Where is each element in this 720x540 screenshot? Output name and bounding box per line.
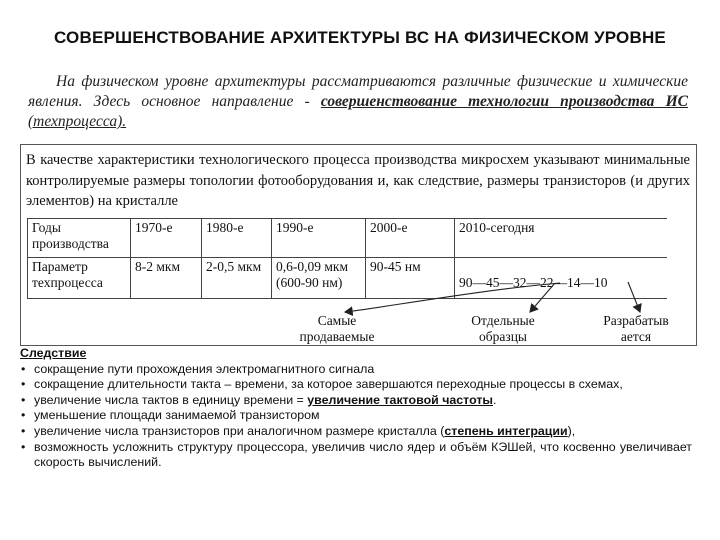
table-cell: Параметр техпроцесса [28, 258, 131, 299]
table-cell: 2010-сегодня [455, 219, 667, 258]
table-cell: 0,6-0,09 мкм (600-90 нм) [272, 258, 366, 299]
consequences-block [20, 346, 692, 471]
table-cell: 90-45 нм [366, 258, 455, 299]
label-samples: Отдельные образцы [471, 313, 535, 344]
consequences-list [20, 362, 692, 471]
intro-text: На физическом уровне архитектуры рассматриваются различные физические и химические явления. Здесь основное направление - [28, 73, 688, 110]
label-mass: Самые продаваемые [299, 313, 375, 344]
list-item: • сокращение длительности такта – времени, за которое завершаются переходные процессы в схемах, [20, 377, 692, 393]
table-cell: 1980-е [202, 219, 272, 258]
key-term: степень интеграции [444, 423, 568, 438]
table-cell: 2000-е [366, 219, 455, 258]
key-term: увеличение тактовой частоты [307, 392, 493, 407]
table-cell: 2-0,5 мкм [202, 258, 272, 299]
slide-title: СОВЕРШЕНСТВОВАНИЕ АРХИТЕКТУРЫ ВС НА ФИЗИЧЕСКОМ УРОВНЕ [54, 28, 666, 47]
list-item: • возможность усложнить структуру процессора, увеличив число ядер и объём КЭШей, что косвенно увеличивает скорость вычислений. [20, 440, 692, 471]
table-cell: 8-2 мкм [131, 258, 202, 299]
list-item: • сокращение пути прохождения электромагнитного сигнала [20, 362, 692, 378]
arrow-to-mass [345, 283, 560, 312]
list-item: • увеличение числа транзисторов при аналогичном размере кристалла (степень интеграции), [20, 424, 692, 440]
table-cell: Годы производства [28, 219, 131, 258]
intro-key-phrase: совершенствование технологии производства ИС [320, 93, 688, 110]
table-cell: 1970-е [131, 219, 202, 258]
tech-description: В качестве характеристики технологического процесса производства микросхем указывают минимальные контролируемые размеры топологии фотооборудования и, как следствие, размеры транзисторов (и других элементов) на кристалле [26, 152, 690, 209]
list-item: • увеличение числа тактов в единицу времени = увеличение тактовой частоты. [20, 393, 692, 409]
trend-sequence: 90—45—32—22—14—10 [459, 275, 608, 290]
intro-tail: (техпроцесса). [28, 113, 127, 130]
arrow-to-samples [530, 283, 555, 312]
label-developing: Разрабатыв ается [603, 313, 669, 344]
arrow-to-developing [628, 282, 640, 312]
table-cell: 1990-е [272, 219, 366, 258]
list-item: • уменьшение площади занимаемой транзистором [20, 408, 692, 424]
consequences-title: Следствие [20, 346, 87, 360]
